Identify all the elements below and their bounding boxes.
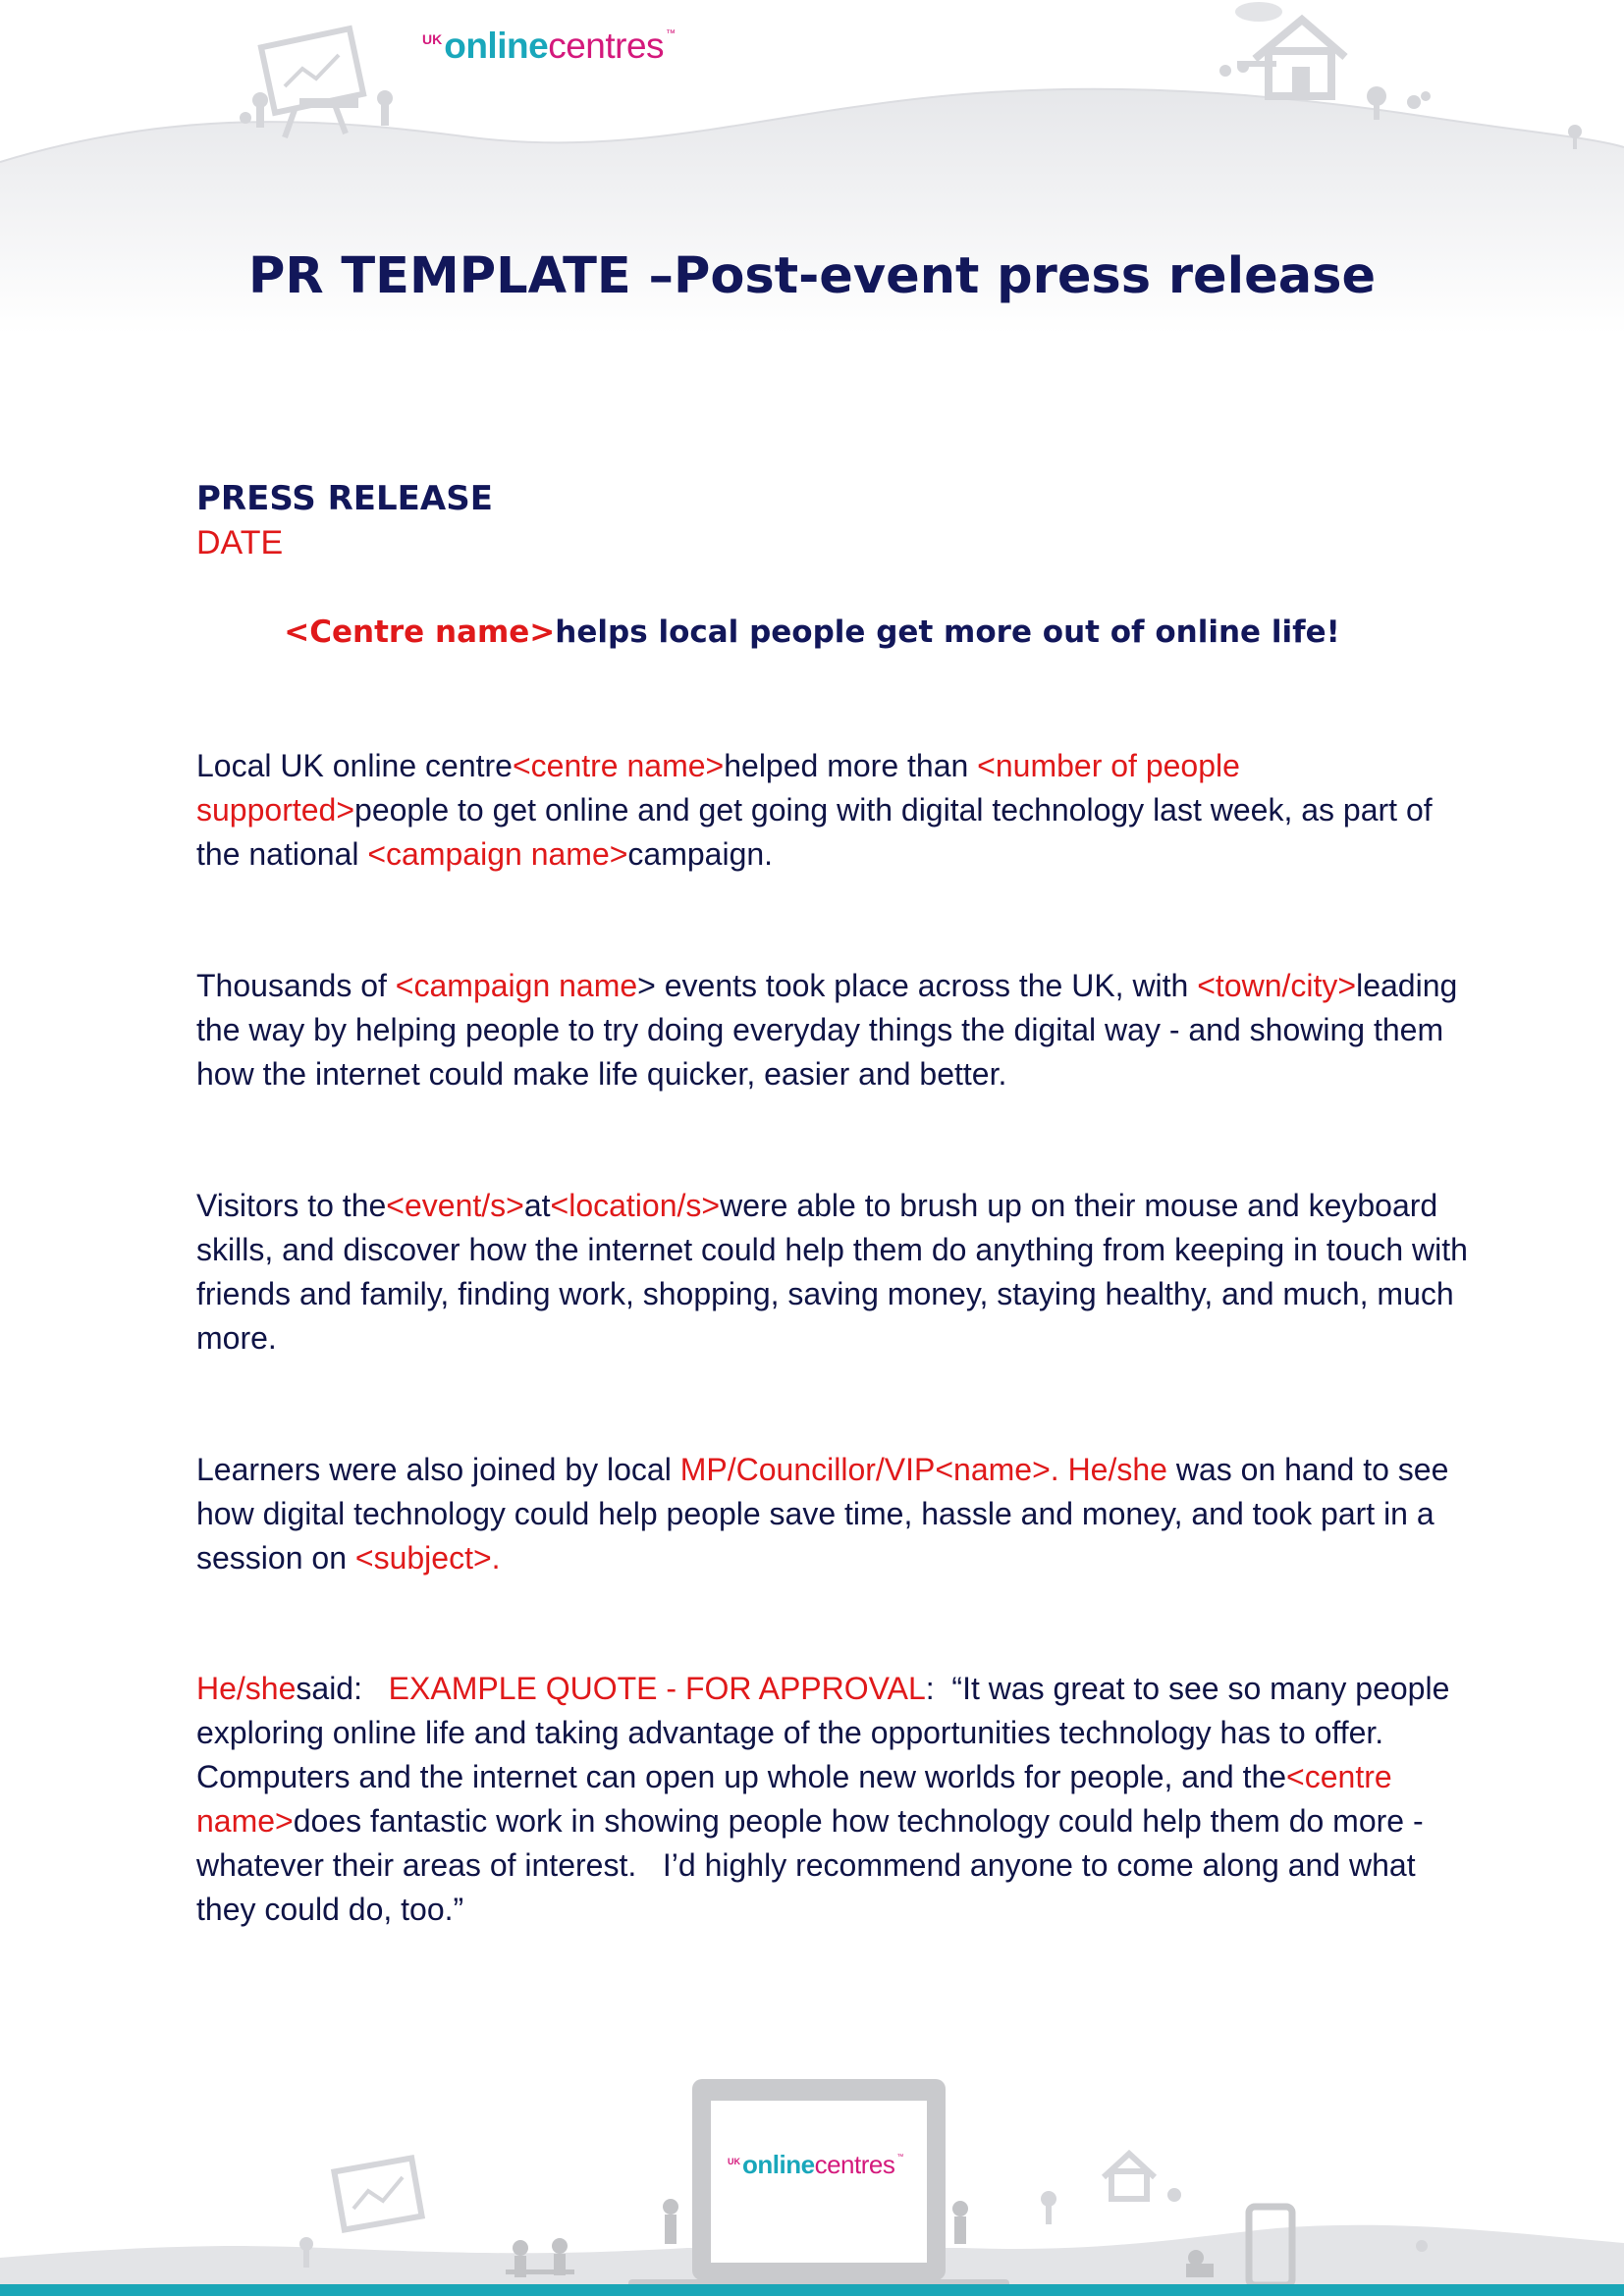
text-span: were able to brush up on their mouse and keyboard skills, and discover how the internet could help them do anything from keeping in touch with friends and family, finding work, shopping, saving money, staying healthy, and much, much more. — [196, 1188, 1468, 1356]
text-span: Local UK online centre — [196, 748, 513, 783]
house-icon — [1255, 20, 1345, 96]
logo-online-text: online — [742, 2150, 815, 2179]
text-span: Thousands of — [196, 968, 396, 1003]
paragraph-visitors — [196, 1184, 1473, 1361]
placeholder-town-city: <town/city> — [1197, 968, 1357, 1003]
text-span: does fantastic work in showing people how technology could help them do more - whatever their areas of interest. I’d highly recommend anyone to come along and what they could do, too.” — [196, 1803, 1433, 1927]
page-title: PR TEMPLATE –Post-event press release — [247, 247, 1377, 305]
text-span: people to get online and get going with digital technology last week, as part of the national — [196, 792, 1433, 872]
placeholder-campaign-name: <campaign name> — [367, 836, 628, 872]
logo-uk-text: UK — [728, 2157, 740, 2166]
text-span: Learners were also joined by local — [196, 1452, 680, 1487]
paragraph-events — [196, 964, 1473, 1096]
placeholder-number-of-people: <number of people supported> — [196, 748, 1240, 828]
text-span: was on hand to see how digital technology could help people save time, hassle and money, and took part in a session on — [196, 1452, 1449, 1575]
placeholder-campaign-name: <campaign name — [395, 968, 638, 1003]
text-span: said: — [296, 1671, 389, 1706]
placeholder-he-she: He/she — [196, 1671, 297, 1706]
logo-centres-text: centres — [814, 2150, 895, 2179]
house-icon — [1104, 2154, 1155, 2199]
text-span: at — [523, 1188, 551, 1223]
uk-online-centres-logo — [422, 26, 676, 67]
text-span: > events took place across the UK, with — [637, 968, 1198, 1003]
press-release-headline — [0, 614, 1624, 650]
paragraph-quote — [196, 1667, 1473, 1932]
text-span: helped more than — [724, 748, 978, 783]
text-span: leading the way by helping people to try doing everyday things the digital way - and showing them how the internet could make life quicker, easier and better. — [196, 968, 1458, 1092]
footer-accent-bar — [0, 2284, 1624, 2296]
text-span: campaign. — [627, 836, 774, 872]
paragraph-intro — [196, 744, 1473, 877]
uk-online-centres-logo-footer — [728, 2150, 903, 2180]
headline-centre-placeholder: <Centre name> — [284, 614, 556, 650]
logo-centres-text: centres — [548, 26, 665, 66]
headline-text: helps local people get more out of online life! — [555, 614, 1340, 650]
logo-uk-text: UK — [422, 31, 443, 47]
logo-trademark: ™ — [896, 2154, 904, 2161]
logo-online-text: online — [444, 26, 549, 66]
placeholder-centre-name: <centre name> — [512, 748, 725, 783]
person-icon — [663, 2199, 678, 2244]
person-icon — [952, 2201, 968, 2244]
logo-trademark: ™ — [666, 28, 677, 39]
press-release-label: PRESS RELEASE — [196, 479, 493, 518]
text-span: Visitors to the — [196, 1188, 387, 1223]
chart-board-icon — [334, 2159, 421, 2230]
placeholder-centre-name: <centre name> — [196, 1759, 1392, 1839]
placeholder-events: <event/s> — [386, 1188, 524, 1223]
placeholder-example-quote: EXAMPLE QUOTE - FOR APPROVAL — [388, 1671, 926, 1706]
date-placeholder: DATE — [196, 524, 284, 561]
text-span: : “It was great to see so many people exploring online life and taking advantage of the opportunities technology has to offer. Computers and the internet can open up whole new worlds for people, and the — [196, 1671, 1459, 1794]
placeholder-locations: <location/s> — [550, 1188, 721, 1223]
placeholder-vip-name: MP/Councillor/VIP<name>. He/she — [679, 1452, 1167, 1487]
paragraph-learners — [196, 1448, 1473, 1580]
placeholder-subject: <subject>. — [354, 1540, 501, 1575]
